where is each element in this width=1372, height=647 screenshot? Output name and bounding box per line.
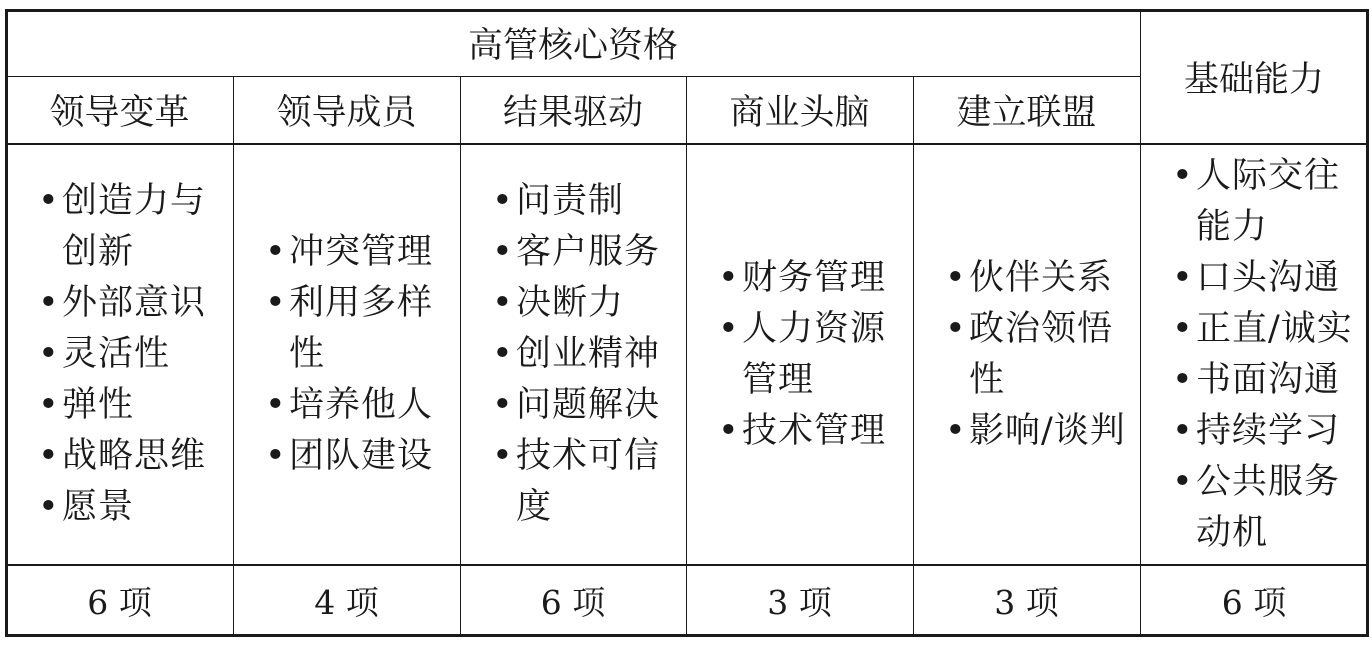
header-divider: [6, 76, 1140, 77]
list-item: • 人力资源管理: [718, 308, 887, 400]
list-item: • 正直/诚实: [1172, 308, 1353, 349]
list-item: • 创造力与创新: [38, 181, 207, 272]
column-header-business-acumen: 商业头脑: [729, 93, 870, 133]
table-border-right: [1366, 9, 1369, 637]
count-business-acumen: 3 项: [767, 583, 832, 622]
column-header-results-driven: 结果驱动: [502, 93, 643, 133]
column-header-leading-people: 领导成员: [276, 93, 417, 133]
list-item: • 利用多样性: [265, 283, 434, 374]
items-business-acumen: [686, 144, 913, 565]
basic-competencies-header: 基础能力: [1183, 60, 1324, 100]
list-item: • 口头沟通: [1172, 257, 1341, 298]
list-item: • 技术管理: [718, 410, 887, 451]
list-item: • 政治领悟性: [945, 308, 1114, 400]
list-item: • 影响/谈判: [945, 410, 1126, 451]
list-item: • 外部意识: [38, 283, 207, 323]
count-results-driven: 6 项: [540, 583, 606, 622]
list-item: • 书面沟通: [1172, 359, 1341, 400]
list-item: • 问题解决: [492, 385, 661, 425]
count-row-rule: [6, 564, 1368, 566]
items-building-coalitions: [913, 144, 1140, 565]
list-item: • 持续学习: [1172, 410, 1341, 451]
list-item: • 培养他人: [265, 385, 434, 425]
column-divider: [686, 76, 687, 636]
count-leading-people: 4 项: [314, 583, 379, 622]
list-item: • 客户服务: [492, 232, 661, 272]
column-divider: [1140, 9, 1141, 636]
list-item: • 灵活性: [38, 334, 171, 374]
count-basic-competencies: 6 项: [1221, 583, 1287, 622]
items-basic-competencies: [1140, 144, 1368, 565]
list-item: • 伙伴关系: [945, 257, 1114, 298]
items-results-driven: [460, 144, 686, 565]
column-divider: [233, 76, 234, 636]
list-item: • 冲突管理: [265, 232, 434, 272]
items-leading-change: [6, 144, 233, 565]
list-item: • 公共服务动机: [1172, 461, 1341, 553]
count-leading-change: 6 项: [87, 583, 152, 622]
table-border-left: [5, 9, 8, 637]
list-item: • 人际交往能力: [1172, 155, 1341, 247]
list-item: • 战略思维: [38, 436, 207, 476]
table-border-top: [6, 9, 1368, 12]
list-item: • 决断力: [492, 283, 625, 323]
column-header-building-coalitions: 建立联盟: [956, 93, 1097, 133]
list-item: • 弹性: [38, 385, 135, 425]
executive-core-qualifications-header: 高管核心资格: [467, 26, 678, 66]
list-item: • 财务管理: [718, 257, 887, 298]
items-leading-people: [233, 144, 460, 565]
column-divider: [460, 76, 461, 636]
table-border-bottom: [6, 634, 1368, 637]
column-header-leading-change: 领导变革: [49, 93, 190, 133]
list-item: • 愿景: [38, 487, 135, 527]
list-item: • 技术可信度: [492, 436, 661, 527]
list-item: • 创业精神: [492, 334, 661, 374]
column-divider: [913, 76, 914, 636]
list-item: • 团队建设: [265, 436, 434, 476]
list-item: • 问责制: [492, 181, 625, 221]
count-building-coalitions: 3 项: [994, 583, 1059, 622]
header-bottom-rule: [6, 143, 1368, 145]
